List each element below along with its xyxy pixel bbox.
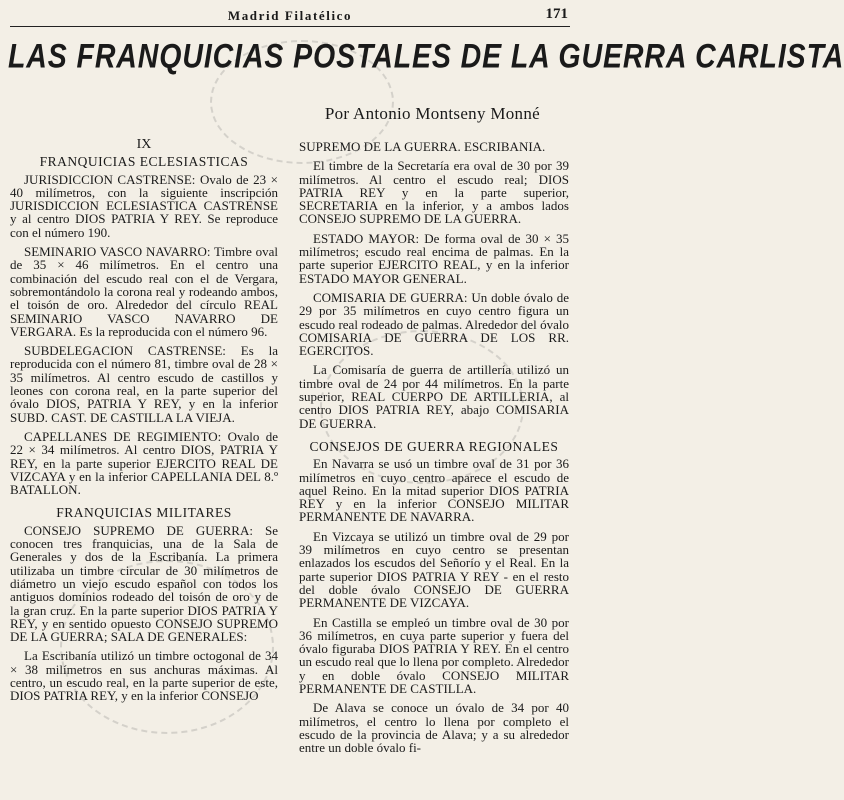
section-heading: CONSEJOS DE GUERRA REGIONALES	[309, 438, 559, 454]
journal-name: Madrid Filatélico	[227, 8, 353, 23]
header-rule	[10, 26, 570, 27]
paragraph: En Castilla se empleó un timbre oval de 30 por 36 milímetros, en cuya parte superior y fuera del óvalo figuraba DIOS PATRIA Y REY. En el centro un escudo real que lo llena por completo. Alrededor y en doble óvalo CONSEJO MILITAR PERMANENTE DE CASTILLA.	[299, 614, 569, 696]
paragraph: COMISARIA DE GUERRA: Un doble óvalo de 29 por 35 milímetros en cuyo centro figura un escudo real rodeado de palmas. Alrededor del óvalo COMISARIA DE GUERRA DE LOS RR. EGERCITOS.	[299, 289, 569, 359]
paragraph: CONSEJO SUPREMO DE GUERRA: Se conocen tres franquicias, una de la Sala de Generales y dos de la Escribanía. La primera utilizaba un timbre circular de 30 milímetros de diámetro un viejo escudo español con todos los antiguos dominios rodeado del toisón de oro y de la gran cruz. En la parte superior DIOS PATRIA Y REY, y en sentido opuesto CONSEJO SUPREMO DE LA GUERRA; SALA DE GENERALES:	[10, 522, 278, 645]
paragraph: De Alava se conoce un óvalo de 34 por 40 milímetros, el centro lo llena por completo el escudo de la provincia de Alava; y a su alrededor entre un doble óvalo fi-	[299, 700, 569, 756]
page-number: 171	[545, 6, 568, 22]
paragraph: En Vizcaya se utilizó un timbre oval de 29 por 39 milímetros en cuyo centro se presentan enlazados los escudos del Señorío y el Real. En la parte superior DIOS PATRIA Y REY - en el resto del doble óvalo CONSEJO DE GUERRA PERMANENTE DE VIZCAYA.	[299, 528, 569, 611]
paragraph: En Navarra se usó un timbre oval de 31 por 36 milímetros en cuyo centro aparece el escudo de aquel Reino. En la mitad superior DIOS PATRIA REY y en la inferior CONSEJO MILITAR PERMANENTE DE NAVARRA.	[299, 456, 569, 525]
section-heading: FRANQUICIAS MILITARES	[56, 505, 232, 521]
paragraph: CAPELLANES DE REGIMIENTO: Ovalo de 22 × 34 milímetros. Al centro DIOS, PATRIA Y REY, en la parte superior EJERCITO REAL DE VIZCAYA y en la inferior CAPELLANIA DEL 8.º BATALLON.	[10, 428, 278, 498]
paragraph: El timbre de la Secretaría era oval de 30 por 39 milímetros. Al centro el escudo real; DIOS PATRIA REY y en la parte superior, SECRETARIA en la inferior, y a ambos lados CONSEJO SUPREMO DE LA GUERRA.	[299, 158, 569, 227]
paragraph: SUPREMO DE LA GUERRA. ESCRIBANIA.	[299, 139, 546, 154]
paragraph: La Comisaría de guerra de artillería utilizó un timbre oval de 24 por 44 milímetros. En la parte superior, REAL CUERPO DE ARTILLERIA, al centro DIOS PATRIA REY, abajo COMISARIA DE GUERRA.	[299, 362, 569, 431]
article-byline: Por Antonio Montseny Monné	[324, 104, 540, 123]
paragraph: SEMINARIO VASCO NAVARRO: Timbre oval de 35 × 46 milímetros. En el centro una combinación del escudo real con el de Vergara, sobremontándolo la corona real y rodeando ambos, el toisón de oro. Alrededor del círculo REAL SEMINARIO VASCO NAVARRO DE VERGARA. Es la reproducida con el número 96.	[10, 244, 278, 339]
paragraph: SUBDELEGACION CASTRENSE: Es la reproducida con el número 81, timbre oval de 28 × 35 milímetros. Al centro escudo de castillos y leones con corona real, en la parte superior del óvalo DIOS, PATRIA Y REY, y en la inferior SUBD. CAST. DE CASTILLA LA VIEJA.	[10, 343, 278, 425]
right-column	[299, 140, 569, 760]
paragraph: ESTADO MAYOR: De forma oval de 30 × 35 milímetros; escudo real encima de palmas. En la parte superior EJERCITO REAL, y en la inferior ESTADO MAYOR GENERAL.	[299, 230, 569, 286]
section-heading: FRANQUICIAS ECLESIASTICAS	[39, 154, 249, 170]
chapter-number: IX	[136, 137, 152, 152]
paragraph: La Escribanía utilizó un timbre octogonal de 34 × 38 milímetros en sus anchuras máximas. Al centro, un escudo real, en la parte superior de este, DIOS PATRIA REY, y en la inferior CONSEJO	[10, 648, 278, 704]
running-header	[10, 6, 570, 26]
article-title: LAS FRANQUICIAS POSTALES DE LA GUERRA CARLISTA	[8, 37, 844, 76]
left-column	[10, 138, 278, 709]
paragraph: JURISDICCION CASTRENSE: Ovalo de 23 × 40 milímetros, con la siguiente inscripción JURISDICCION ECLESIASTICA CASTRENSE y al centro DIOS PATRIA Y REY. Se reproduce con el número 190.	[10, 171, 278, 240]
